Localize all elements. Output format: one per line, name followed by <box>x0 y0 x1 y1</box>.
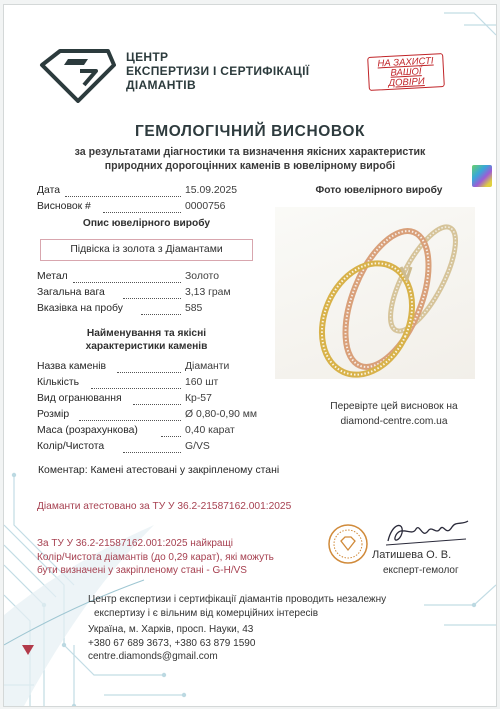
document-title: ГЕМОЛОГІЧНИЙ ВИСНОВОК <box>134 123 366 140</box>
stone-row-size <box>37 409 277 423</box>
org-line-2: ЕКСПЕРТИЗИ І СЕРТИФІКАЦІЇ <box>126 64 310 78</box>
dotted-leader <box>123 298 181 299</box>
dotted-leader <box>133 404 181 405</box>
org-line-3: ДІАМАНТІВ <box>126 78 196 92</box>
dotted-leader <box>117 372 181 373</box>
diamond-logo-icon <box>38 49 118 103</box>
note-line-2: Колір/Чистота діамантів (до 0,29 карат), які можуть <box>37 551 274 563</box>
number-value: 0000756 <box>185 201 226 212</box>
stones-title-line-1: Найменування та якісні <box>86 328 207 339</box>
contact-email[interactable]: centre.diamonds@gmail.com <box>88 651 218 662</box>
subtitle-line-2: природних дорогоцінних каменів в ювелірному виробі <box>104 160 396 172</box>
subtitle-line-1: за результатами діагностики та визначення якісних характеристик <box>74 146 426 158</box>
row-value: 585 <box>185 303 203 314</box>
dotted-leader <box>79 420 181 421</box>
row-label: Загальна вага <box>37 287 105 298</box>
jewelry-photo <box>275 207 475 379</box>
hologram-sticker-icon <box>472 165 492 187</box>
row-label: Метал <box>37 271 68 282</box>
standard-note <box>37 537 307 578</box>
row-label: Маса (розрахункова) <box>37 425 138 436</box>
verify-link[interactable]: diamond-centre.com.ua <box>340 416 448 427</box>
dotted-leader <box>65 196 181 197</box>
dotted-leader <box>123 452 181 453</box>
item-row-fineness <box>37 303 257 317</box>
stamp-line-1: НА ЗАХИСТІ <box>377 55 434 70</box>
footer-line-2: експертизу і є вільним від комерційних інтересів <box>94 607 319 619</box>
row-label: Розмір <box>37 409 70 420</box>
verify-line-1: Перевірте цей висновок на <box>330 401 458 412</box>
expert-title: експерт-гемолог <box>383 565 459 576</box>
stone-row-mass <box>37 425 277 439</box>
pendant-image <box>275 207 475 379</box>
row-value: 3,13 грам <box>185 287 231 298</box>
dotted-leader <box>161 436 181 437</box>
contacts-block <box>88 623 255 664</box>
number-label: Висновок # <box>37 201 91 212</box>
row-value: Золото <box>185 271 219 282</box>
row-value: Діаманти <box>185 361 230 372</box>
photo-caption: Фото ювелірного виробу <box>315 185 443 196</box>
item-description: Підвіска із золота з Діамантами <box>40 239 253 261</box>
contact-address: Україна, м. Харків, просп. Науки, 43 <box>88 624 254 635</box>
footer-line-1: Центр експертизи і сертифікації діамантів проводить незалежну <box>88 594 387 605</box>
stamp-line-2: ВАШОЇ <box>390 66 422 79</box>
stone-row-cut <box>37 393 257 407</box>
expert-signature <box>382 515 472 549</box>
comment-value: Камені атестовані у закріпленому стані <box>90 465 280 476</box>
certificate-page <box>3 4 497 707</box>
row-value: Ø 0,80-0,90 мм <box>185 409 258 420</box>
dotted-leader <box>73 282 181 283</box>
org-line-1: ЦЕНТР <box>126 50 169 64</box>
stones-title-line-2: характеристики каменів <box>85 341 208 352</box>
verify-note <box>304 399 484 429</box>
attested-standard: Діаманти атестовано за ТУ У 36.2-21587162.001:2025 <box>37 501 292 512</box>
stones-section-title <box>40 327 253 353</box>
stone-row-color-clarity <box>37 441 277 455</box>
row-label: Назва каменів <box>37 361 107 372</box>
row-value: 160 шт <box>185 377 219 388</box>
row-value: 0,40 карат <box>185 425 235 436</box>
footer-statement <box>88 593 443 620</box>
row-value: Кр-57 <box>185 393 212 404</box>
organization-name <box>126 50 309 92</box>
row-label: Вид огранювання <box>37 393 122 404</box>
stone-row-count <box>37 377 257 391</box>
dotted-leader <box>91 388 181 389</box>
number-row <box>37 201 257 215</box>
row-label: Кількість <box>37 377 80 388</box>
row-label: Вказівка на пробу <box>37 303 123 314</box>
stamp-line-3: ДОВІРИ <box>388 76 425 89</box>
date-row <box>37 185 257 199</box>
contact-phones: +380 67 689 3673, +380 63 879 1590 <box>88 637 256 649</box>
comment-row <box>38 465 279 476</box>
date-value: 15.09.2025 <box>185 185 238 196</box>
item-row-weight <box>37 287 257 301</box>
company-seal-icon <box>327 523 369 565</box>
note-line-3: бути визначені у закріпленому стані - G-H/VS <box>37 565 247 576</box>
trust-stamp <box>367 53 445 91</box>
date-label: Дата <box>37 185 61 196</box>
dotted-leader <box>141 314 181 315</box>
note-line-1: За ТУ У 36.2-21587162.001:2025 найкращі <box>37 538 233 549</box>
document-subtitle <box>24 145 476 173</box>
dotted-leader <box>103 212 181 213</box>
item-row-metal <box>37 271 257 285</box>
stone-row-name <box>37 361 257 375</box>
comment-label: Коментар: <box>38 465 88 476</box>
row-value: G/VS <box>185 441 210 452</box>
item-section-title: Опис ювелірного виробу <box>82 218 211 229</box>
expert-name: Латишева О. В. <box>372 549 452 561</box>
row-label: Колір/Чистота <box>37 441 105 452</box>
